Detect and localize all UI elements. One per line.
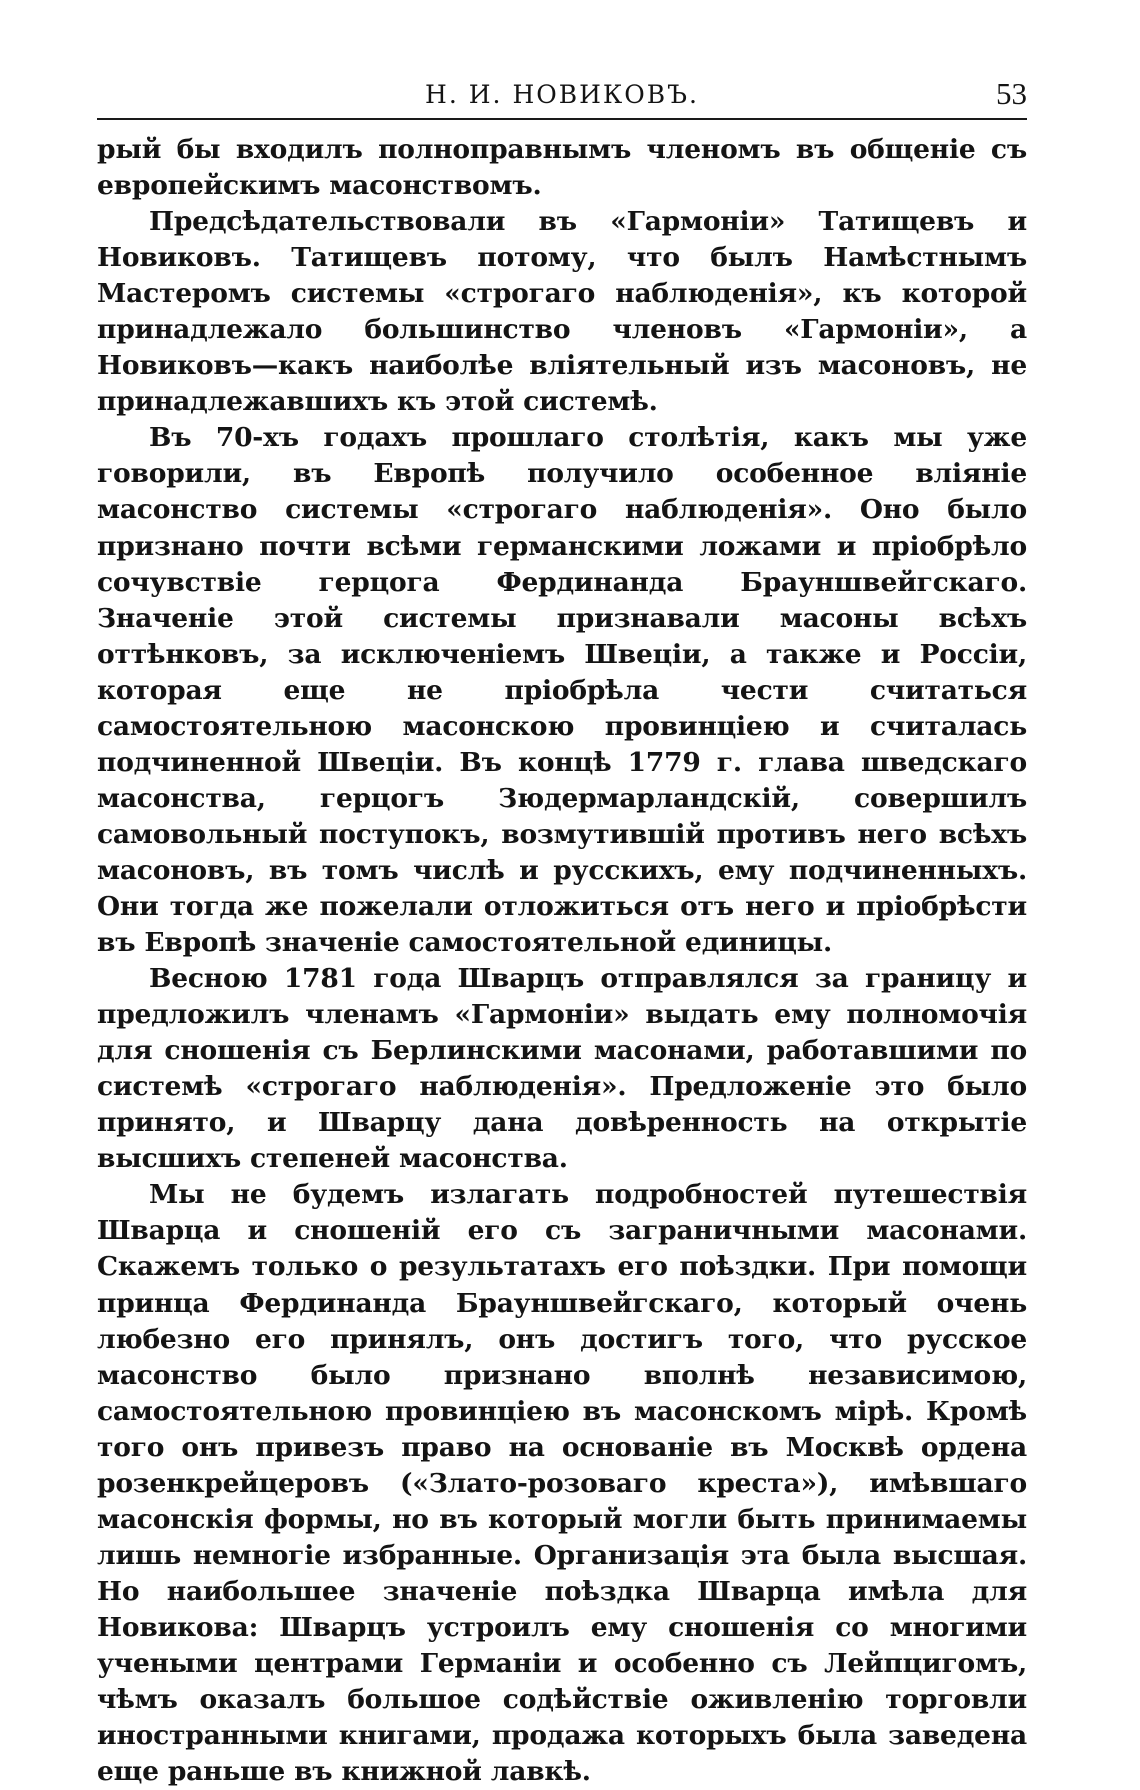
paragraph: Предсѣдательствовали въ «Гармоніи» Татищевъ и Новиковъ. Татищевъ потому, что былъ Намѣстнымъ Мастеромъ системы «строгаго наблюденія», къ которой принадлежало большинство членовъ «Гармоніи», а Новиковъ—какъ наиболѣе вліятельный изъ масоновъ, не принадлежавшихъ къ этой системѣ. <box>97 206 1027 418</box>
paragraph: Мы не будемъ излагать подробностей путешествія Шварца и сношеній его съ заграничными масонами. Скажемъ только о результатахъ его поѣздки. При помощи принца Фердинанда Брауншвейгскаго, который очень любезно его принялъ, онъ достигъ того, что русское масонство было признано вполнѣ независимою, самостоятельною провинціею въ масонскомъ мірѣ. Кромѣ того онъ привезъ право на основаніе въ Москвѣ ордена розенкрейцеровъ («Злато-розоваго креста»), имѣвшаго масонскія формы, но въ который могли быть принимаемы лишь немногіе избранные. Организація эта была высшая. Но наибольшее значеніе поѣздка Шварца имѣла для Новикова: Шварцъ устроилъ ему сношенія со многими учеными центрами Германіи и особенно съ Лейпцигомъ, чѣмъ оказалъ большое содѣйствіе оживленію торговли иностранными книгами, продажа которыхъ была заведена еще раньше въ книжной лавкѣ. <box>97 1179 1027 1788</box>
paragraph: Весною 1781 года Шварцъ отправлялся за границу и предложилъ членамъ «Гармоніи» выдать ему полномочія для сношенія съ Берлинскими масонами, работавшими по системѣ «строгаго наблюденія». Предложеніе это было принято, и Шварцу дана довѣренность на открытіе высшихъ степеней масонства. <box>97 963 1027 1175</box>
paragraph-continuation: рый бы входилъ полноправнымъ членомъ въ общеніе съ европейскимъ масонствомъ. <box>97 134 1027 202</box>
body-text <box>97 132 1027 1790</box>
running-head <box>97 76 1027 116</box>
running-title: Н. И. НОВИКОВЪ. <box>425 80 699 109</box>
header-rule <box>97 118 1027 120</box>
page-number: 53 <box>996 76 1027 111</box>
paragraph: Въ 70-хъ годахъ прошлаго столѣтія, какъ мы уже говорили, въ Европѣ получило особенное вліяніе масонство системы «строгаго наблюденія». Оно было признано почти всѣми германскими ложами и пріобрѣло сочувствіе герцога Фердинанда Брауншвейгскаго. Значеніе этой системы признавали масоны всѣхъ оттѣнковъ, за исключеніемъ Швеціи, а также и Россіи, которая еще не пріобрѣла чести считаться самостоятельною масонскою провинціею и считалась подчиненной Швеціи. Въ концѣ 1779 г. глава шведскаго масонства, герцогъ Зюдермарландскій, совершилъ самовольный поступокъ, возмутившій противъ него всѣхъ масоновъ, въ томъ числѣ и русскихъ, ему подчиненныхъ. Они тогда же пожелали отложиться отъ него и пріобрѣсти въ Европѣ значеніе самостоятельной единицы. <box>97 422 1027 959</box>
